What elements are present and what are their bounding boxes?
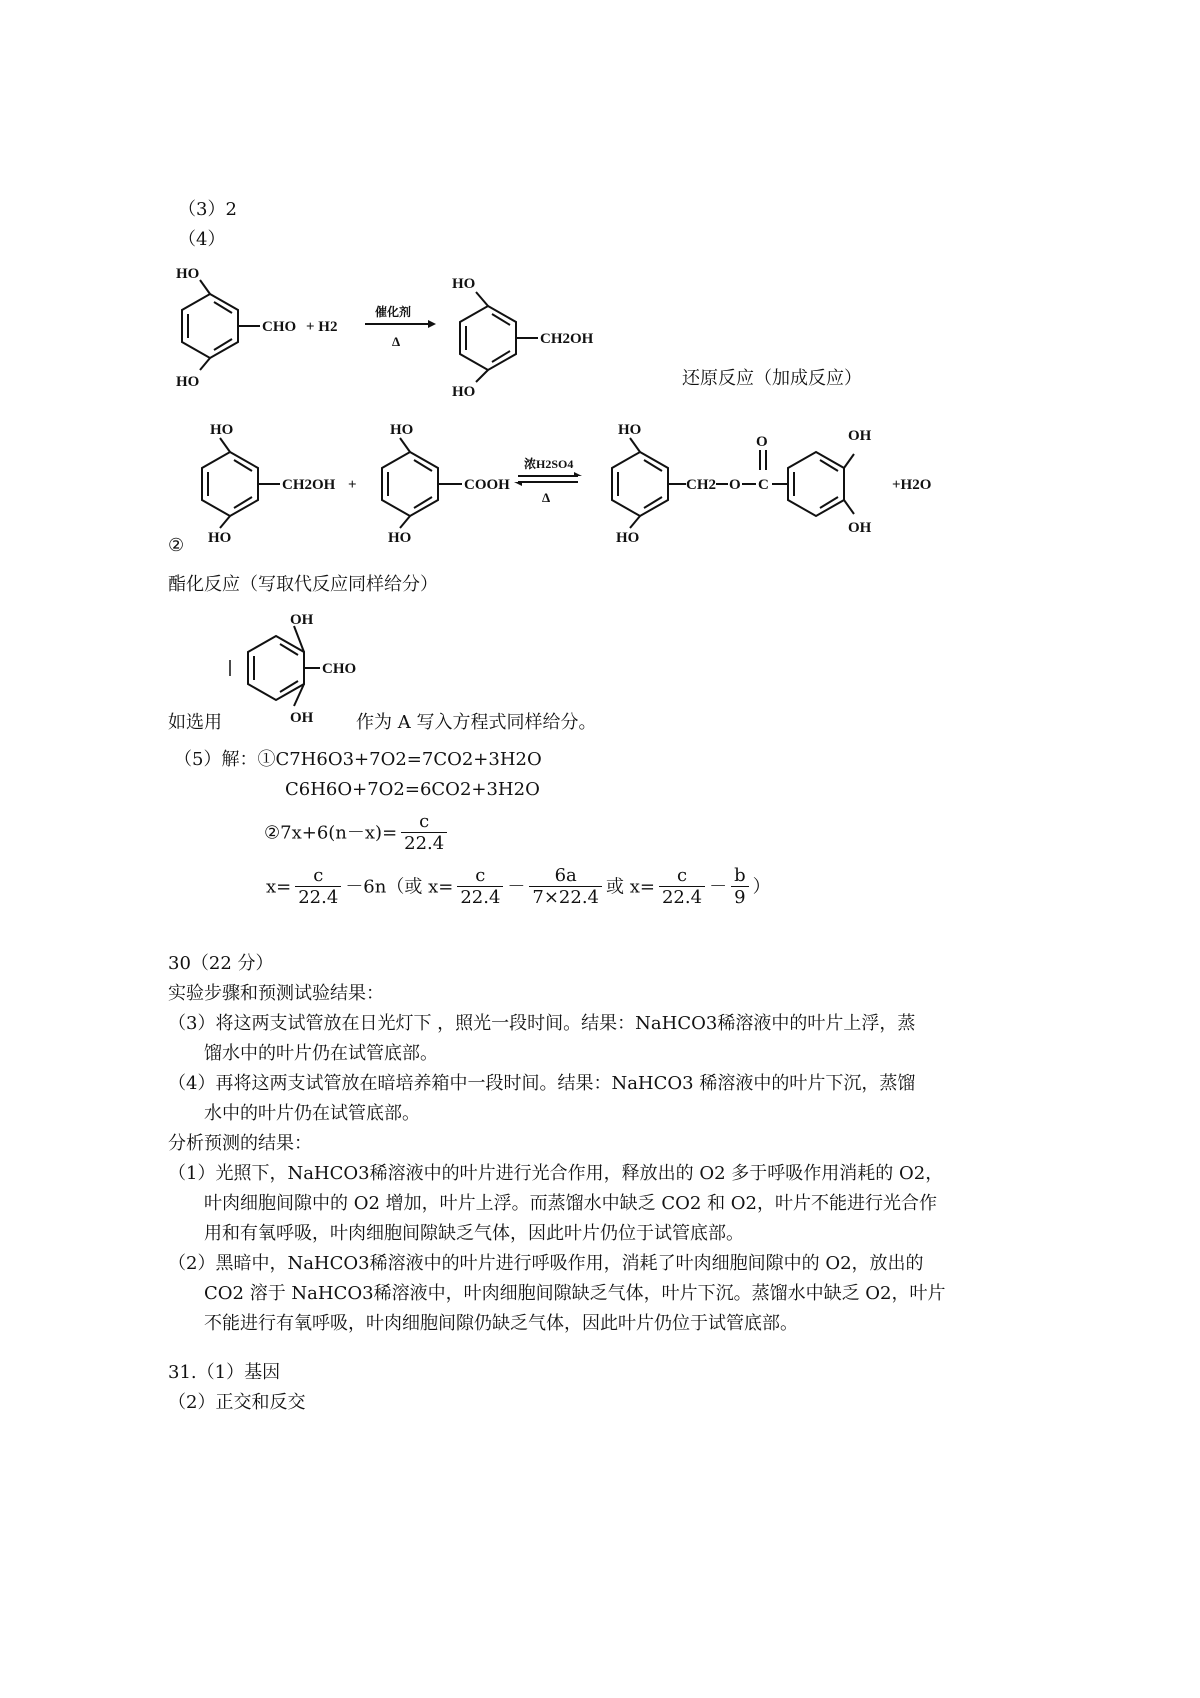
analysis-title: 分析预测的结果： xyxy=(168,1133,312,1154)
step4-line2: 水中的叶片仍在试管底部。 xyxy=(204,1103,420,1124)
q5-eq2: C6H6O+7O2=6CO2+3H2O xyxy=(285,779,540,800)
o-label: O xyxy=(729,477,741,493)
ho-label: HO xyxy=(616,530,640,546)
plus-label: + xyxy=(348,477,357,493)
circle-two: ② xyxy=(168,535,185,556)
delta-label: Δ xyxy=(392,334,401,349)
ch2-label: CH2 xyxy=(686,477,716,493)
q5-eq3 xyxy=(264,812,451,855)
benzene-ring-right xyxy=(460,292,538,382)
minus-sign: － xyxy=(507,876,526,898)
benzene-ring-4 xyxy=(788,452,854,516)
benzene-ring-left xyxy=(182,280,260,370)
alt-suffix: 作为 A 写入方程式同样给分。 xyxy=(356,712,597,733)
reaction1-scheme xyxy=(170,258,650,398)
benzene-ring-2 xyxy=(382,438,462,528)
arrow-head xyxy=(428,320,436,328)
reaction2-scheme xyxy=(180,410,1040,550)
ho-label: HO xyxy=(176,266,200,282)
step4-line1: （4）再将这两支试管放在暗培养箱中一段时间。结果：NaHCO3 稀溶液中的叶片下沉，蒸馏 xyxy=(168,1073,916,1094)
q30-title: 30（22 分） xyxy=(168,953,274,974)
catalyst-label: 催化剂 xyxy=(375,305,412,319)
delta-label: Δ xyxy=(542,490,551,505)
fraction-c-over-22-4: $\frac{c}{22.4}$ xyxy=(295,866,341,909)
eq3-left: ②7x+6(n－x)= xyxy=(264,822,398,844)
alt-structure xyxy=(226,606,366,728)
q5-eq1 xyxy=(174,749,542,771)
fraction-c-over-22-4: $\frac{c}{22.4}$ xyxy=(457,866,503,909)
ho-label: HO xyxy=(452,384,476,398)
ch2oh-label: CH2OH xyxy=(540,331,594,347)
q3-answer: （3）2 xyxy=(178,199,237,220)
benzene-ring-1 xyxy=(202,438,280,528)
o-label: O xyxy=(756,434,768,450)
alt-prefix: 如选用 xyxy=(168,712,222,733)
oh-label: OH xyxy=(290,612,314,628)
analysis1-line1: （1）光照下，NaHCO3稀溶液中的叶片进行光合作用，释放出的 O2 多于呼吸作用消耗的 O2， xyxy=(168,1163,944,1184)
step3-line1: （3）将这两支试管放在日光灯下 ，照光一段时间。结果：NaHCO3稀溶液中的叶片上浮，蒸 xyxy=(168,1013,916,1034)
cooh-label: COOH xyxy=(464,477,510,493)
analysis1-line2: 叶肉细胞间隙中的 O2 增加，叶片上浮。而蒸馏水中缺乏 CO2 和 O2，叶片不能进行光合作 xyxy=(204,1193,938,1214)
fraction-c-over-22-4: $\frac{c}{22.4}$ xyxy=(659,866,705,909)
plus-h2o-label: +H2O xyxy=(892,477,932,493)
fraction-6a: $\frac{6a}{7\times 22.4}$ xyxy=(529,866,602,909)
arrow-head xyxy=(514,482,522,486)
ho-label: HO xyxy=(210,422,234,438)
q5-eq4 xyxy=(266,866,771,909)
eq4-or: 或 x= xyxy=(606,876,655,898)
h2so4-label: 浓H2SO4 xyxy=(524,457,574,471)
eq4-left: x= xyxy=(266,876,292,898)
reaction2-type: 酯化反应（写取代反应同样给分） xyxy=(168,574,438,595)
ho-label: HO xyxy=(388,530,412,546)
ho-label: HO xyxy=(618,422,642,438)
eq4-mid: －6n（或 x= xyxy=(345,876,454,898)
analysis2-line1: （2）黑暗中，NaHCO3稀溶液中的叶片进行呼吸作用，消耗了叶肉细胞间隙中的 O2，放出的 xyxy=(168,1253,924,1274)
oh-label: OH xyxy=(848,428,872,444)
eq4-close: ） xyxy=(752,876,771,898)
plus-h2-label: + H2 xyxy=(306,319,338,335)
fraction-b-over-9: $\frac{b}{9}$ xyxy=(731,866,749,909)
ho-label: HO xyxy=(390,422,414,438)
analysis1-line3: 用和有氧呼吸，叶肉细胞间隙缺乏气体，因此叶片仍位于试管底部。 xyxy=(204,1223,744,1244)
minus-sign: － xyxy=(709,876,728,898)
analysis2-line3: 不能进行有氧呼吸，叶肉细胞间隙仍缺乏气体，因此叶片仍位于试管底部。 xyxy=(204,1313,798,1334)
q4-label: （4） xyxy=(178,229,226,250)
cho-label: CHO xyxy=(322,661,357,677)
fraction-c-over-22-4: $\frac{c}{22.4}$ xyxy=(401,812,447,855)
steps-title: 实验步骤和预测试验结果： xyxy=(168,983,384,1004)
oh-label: OH xyxy=(290,710,314,726)
c-label: C xyxy=(758,477,769,493)
oh-label: OH xyxy=(848,520,872,536)
q5-prefix: （5）解：① xyxy=(174,749,276,770)
reaction1-type: 还原反应（加成反应） xyxy=(682,368,862,389)
cho-label: CHO xyxy=(262,319,297,335)
ho-label: HO xyxy=(208,530,232,546)
ho-label: HO xyxy=(452,276,476,292)
ch2oh-label: CH2OH xyxy=(282,477,336,493)
eq1: C7H6O3+7O2=7CO2+3H2O xyxy=(275,749,542,770)
arrow-head xyxy=(574,472,582,476)
analysis2-line2: CO2 溶于 NaHCO3稀溶液中，叶肉细胞间隙缺乏气体，叶片下沉。蒸馏水中缺乏 O2，叶片 xyxy=(204,1283,946,1304)
q31-1: 31.（1）基因 xyxy=(168,1362,281,1383)
ho-label: HO xyxy=(176,374,200,390)
q31-2: （2）正交和反交 xyxy=(168,1392,306,1413)
step3-line2: 馏水中的叶片仍在试管底部。 xyxy=(204,1043,438,1064)
